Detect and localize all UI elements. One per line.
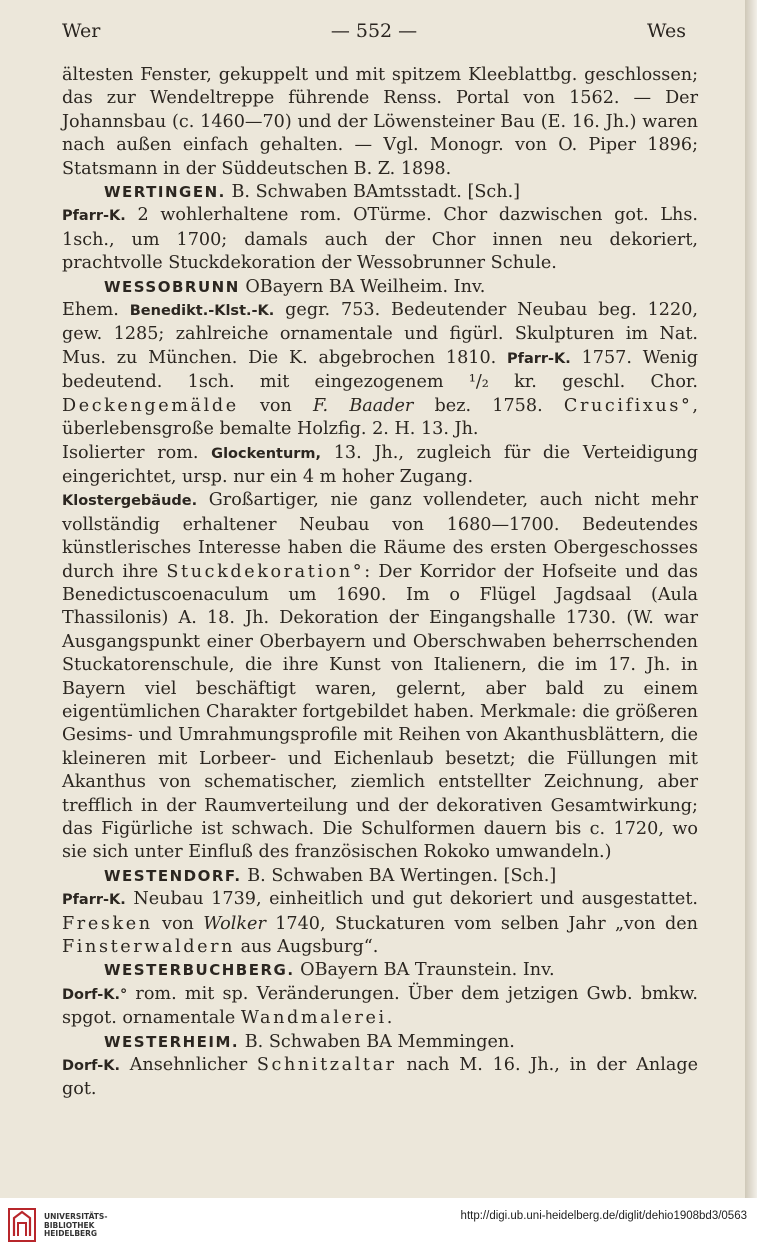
entry-label: Dorf-K. <box>62 1058 120 1075</box>
paragraph-klostergebaeude: Klostergebäude. Großartiger, nie ganz vollendeter, auch nicht mehr vollständig erhaltener Neubau von 1680—1700. Bedeutendes künstlerisches Interesse haben die Räume des ersten Obergeschosses durch ihre Stuckdekoration°: Der Korridor der Hofseite und das Benedictuscoenaculum um 1690. Im o Flügel Jagdsaal (Aula Thassilonis) A. 18. Jh. Dekoration der Eingangshalle 1730. (W. war Ausgangspunkt einer Oberbayern und Oberschwaben beherrschenden Stuckatorenschule, die ihre Kunst von Italienern, die im 17. Jh. in Bayern viel beschäftigt waren, gelernt, aber bald zu einem eigentümlichen Charakter fortgebildet haben. Merkmale: die größeren Gesims- und Umrahmungsprofile mit Reihen von Akanthusblättern, die kleineren mit Lorbeer- und Eichenlaub besetzt; die Füllungen mit Akanthus von schematischer, ziemlich entstellter Zeichnung, aber trefflich in der Raumverteilung und der dekorativen Gesamtwirkung; das Figürliche ist schwach. Die Schulformen dauern bis c. 1720, wo sie sich unter Einfluß des französischen Rokoko umwandeln.) <box>62 490 698 863</box>
entry-title: WERTINGEN. <box>104 183 226 202</box>
entry-label: Glockenturm, <box>211 445 322 462</box>
entry-label: Klostergebäude. <box>62 493 198 510</box>
page-edge <box>745 0 757 1198</box>
paragraph-westendorf: Pfarr-K. Neubau 1739, einheitlich und gut dekoriert und ausgestattet. Fresken von Wolker 1740, Stuckaturen vom selben Jahr „von den Finsterwaldern aus Augsburg“. <box>62 889 698 958</box>
paragraph-wessobrunn: Ehem. Benedikt.-Klst.-K. gegr. 753. Bedeutender Neubau beg. 1220, gew. 1285; zahlreiche ornamentale und figürl. Skulpturen im Nat. Mus. zu München. Die K. abgebrochen 1810. Pfarr-K. 1757. Wenig bedeutend. 1sch. mit eingezogenem ¹/₂ kr. geschl. Chor. Deckengemälde von F. Baader bez. 1758. Crucifixus°, überlebensgroße bemalte Holzfig. 2. H. 13. Jh. <box>62 300 698 440</box>
entry-label: Dorf-K.° <box>62 986 128 1003</box>
entry-label: Pfarr-K. <box>62 208 126 225</box>
paragraph-intro: ältesten Fenster, gekuppelt und mit spitzem Kleeblattbg. geschlossen; das zur Wendeltreppe führende Renss. Portal von 1562. — Der Johannsbau (c. 1460—70) und der Löwensteiner Bau (E. 16. Jh.) waren nach außen einfach gehalten. — Vgl. Monogr. von O. Piper 1896; Statsmann in der Süddeutschen B. Z. 1898. <box>62 65 698 179</box>
entry-heading-westerheim: WESTERHEIM. B. Schwaben BA Memmingen. <box>104 1031 515 1052</box>
entry-title: WESSOBRUNN <box>104 277 240 296</box>
entry-label: Pfarr-K. <box>62 892 126 909</box>
library-name: UNIVERSITÄTS- BIBLIOTHEK HEIDELBERG <box>44 1212 108 1238</box>
entry-heading-wessobrunn: WESSOBRUNN OBayern BA Weilheim. Inv. <box>104 276 486 297</box>
spaced-term: Wandmalerei <box>240 1008 387 1029</box>
entry-heading-westendorf: WESTENDORF. B. Schwaben BA Wertingen. [Sch.] <box>104 865 557 886</box>
entry-label: Benedikt.-Klst.-K. <box>129 303 275 320</box>
page-number: — 552 — <box>330 20 418 42</box>
spaced-term: Stuckdekoration° <box>166 561 365 582</box>
spaced-term: Finsterwaldern <box>62 937 236 958</box>
source-url-link[interactable]: http://digi.ub.uni-heidelberg.de/diglit/dehio1908bd3/0563 <box>460 1210 747 1222</box>
artist-name: Wolker <box>203 913 266 934</box>
page-body <box>62 64 698 1102</box>
artist-name: F. Baader <box>313 395 414 416</box>
paragraph-westerbuchberg: Dorf-K.° rom. mit sp. Veränderungen. Über dem jetzigen Gwb. bmkw. spgot. ornamentale Wandmalerei. <box>62 983 698 1029</box>
paragraph-glockenturm: Isolierter rom. Glockenturm, 13. Jh., zugleich für die Verteidigung eingerichtet, ursp. nur ein 4 m hoher Zugang. <box>62 442 698 487</box>
library-footer <box>0 1198 757 1254</box>
paragraph-westerheim: Dorf-K. Ansehnlicher Schnitzaltar nach M. 16. Jh., in der Anlage got. <box>62 1055 698 1100</box>
entry-heading-westerbuchberg: WESTERBUCHBERG. OBayern BA Traunstein. Inv. <box>104 960 555 981</box>
header-left: Wer <box>62 20 101 42</box>
spaced-term: Schnitzaltar <box>256 1055 397 1076</box>
entry-title: WESTERBUCHBERG. <box>104 961 295 980</box>
university-library-logo-icon <box>8 1208 36 1242</box>
entry-label: Pfarr-K. <box>507 350 571 367</box>
entry-heading-wertingen: WERTINGEN. B. Schwaben BAmtsstadt. [Sch.] <box>104 182 521 203</box>
header-right: Wes <box>647 20 686 42</box>
entry-title: WESTERHEIM. <box>104 1032 240 1051</box>
spaced-term: Deckengemälde <box>62 395 239 416</box>
fraction: ¹/₂ <box>468 372 489 393</box>
spaced-term: Fresken <box>62 913 153 934</box>
running-header <box>62 20 686 48</box>
paragraph-wertingen: Pfarr-K. 2 wohlerhaltene rom. OTürme. Chor dazwischen got. Lhs. 1sch., um 1700; damals auch der Chor innen neu dekoriert, prachtvolle Stuckdekoration der Wessobrunner Schule. <box>62 205 698 274</box>
entry-title: WESTENDORF. <box>104 866 242 885</box>
spaced-term: Crucifixus° <box>563 395 693 416</box>
